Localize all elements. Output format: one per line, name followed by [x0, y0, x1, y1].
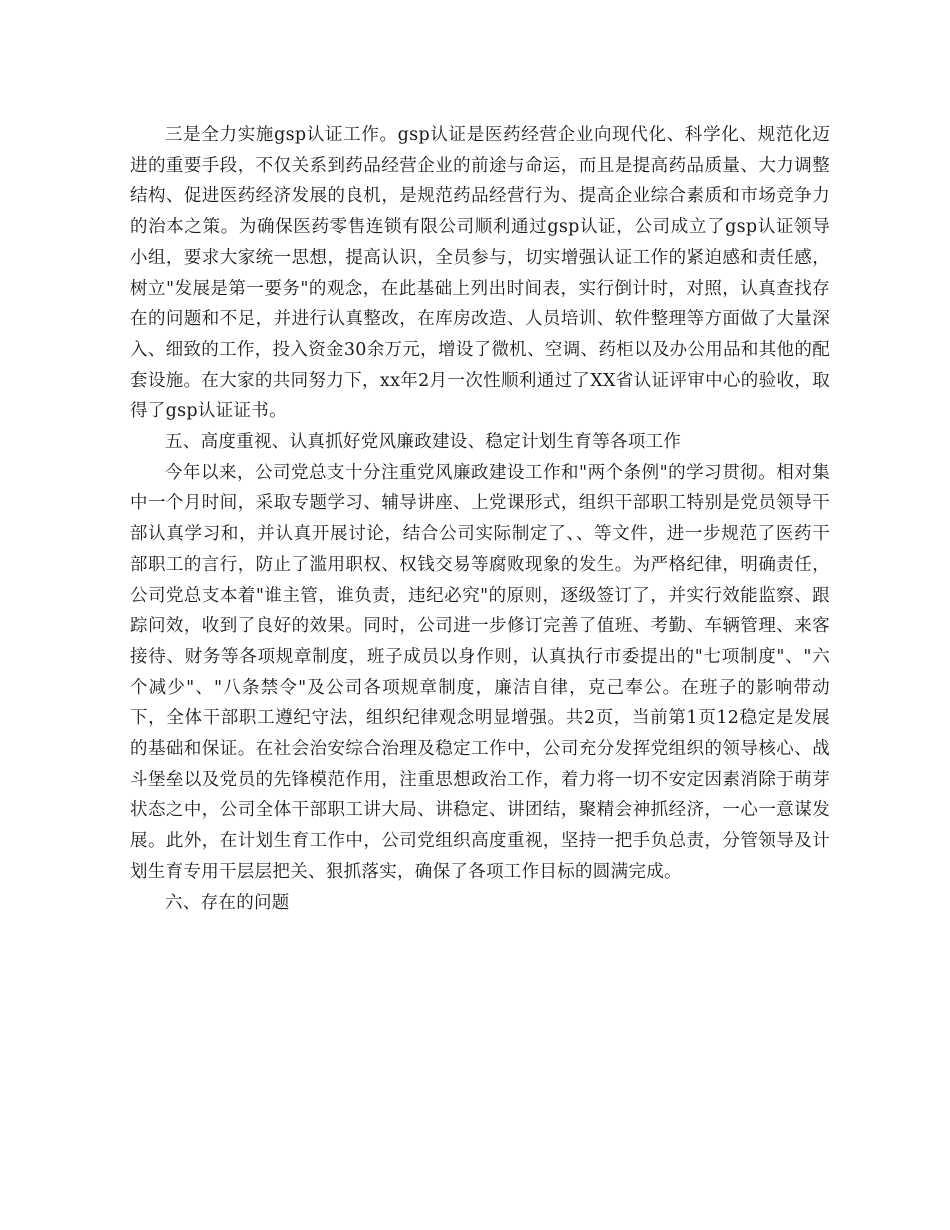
paragraph-gsp-certification: 三是全力实施gsp认证工作。gsp认证是医药经营企业向现代化、科学化、规范化迈进的重要手段，不仅关系到药品经营企业的前途与命运，而且是提高药品质量、大力调整结构、促进医药经济发展的良机，是规范药品经营行为、提高企业综合素质和市场竞争力的治本之策。为确保医药零售连锁有限公司顺利通过gsp认证，公司成立了gsp认证领导小组，要求大家统一思想，提高认识，全员参与，切实增强认证工作的紧迫感和责任感，树立"发展是第一要务"的观念，在此基础上列出时间表，实行倒计时，对照，认真查找存在的问题和不足，并进行认真整改，在库房改造、人员培训、软件整理等方面做了大量深入、细致的工作，投入资金30余万元，增设了微机、空调、药柜以及办公用品和其他的配套设施。在大家的共同努力下，xx年2月一次性顺利通过了XX省认证评审中心的验收，取得了gsp认证证书。: [130, 125, 830, 422]
document-body: [130, 120, 830, 918]
section-heading-five: 五、高度重视、认真抓好党风廉政建设、稳定计划生育等各项工作: [165, 432, 682, 453]
section-heading-six: 六、存在的问题: [165, 892, 290, 913]
paragraph-party-conduct: 今年以来，公司党总支十分注重党风廉政建设工作和"两个条例"的学习贯彻。相对集中一个月时间，采取专题学习、辅导讲座、上党课形式，组织干部职工特别是党员领导干部认真学习和，并认真开展讨论，结合公司实际制定了、、等文件，进一步规范了医药干部职工的言行，防止了滥用职权、权钱交易等腐败现象的发生。为严格纪律，明确责任，公司党总支本着"谁主管，谁负责，违纪必究"的原则，逐级签订了，并实行效能监察、跟踪问效，收到了良好的效果。同时，公司进一步修订完善了值班、考勤、车辆管理、来客接待、财务等各项规章制度，班子成员以身作则，认真执行市委提出的"七项制度"、"六个减少"、"八条禁令"及公司各项规章制度，廉洁自律，克己奉公。在班子的影响带动下，全体干部职工遵纪守法，组织纪律观念明显增强。共2页，当前第1页12稳定是发展的基础和保证。在社会治安综合治理及稳定工作中，公司充分发挥党组织的领导核心、战斗堡垒以及党员的先锋模范作用，注重思想政治工作，着力将一切不安定因素消除于萌芽状态之中，公司全体干部职工讲大局、讲稳定、讲团结，聚精会神抓经济，一心一意谋发展。此外，在计划生育工作中，公司党组织高度重视，坚持一把手负总责，分管领导及计划生育专用干层层把关、狠抓落实，确保了各项工作目标的圆满完成。: [130, 462, 830, 882]
